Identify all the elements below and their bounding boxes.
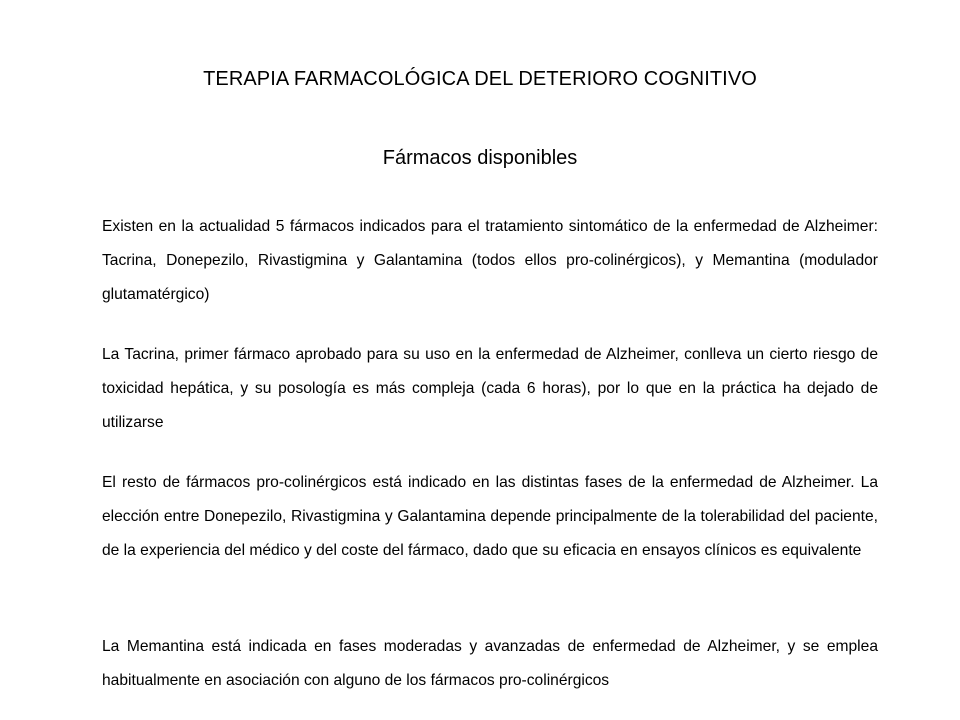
- section-subtitle: Fármacos disponibles: [382, 147, 578, 169]
- paragraph-tacrina: La Tacrina, primer fármaco aprobado para su uso en la enfermedad de Alzheimer, conlleva un cierto riesgo de toxicidad hepática, y su posología es más compleja (cada 6 horas), por lo que en la práctica ha dejado de utilizarse: [102, 346, 878, 431]
- page-title: TERAPIA FARMACOLÓGICA DEL DETERIORO COGNITIVO: [203, 68, 757, 90]
- paragraph-available-drugs: Existen en la actualidad 5 fármacos indicados para el tratamiento sintomático de la enfermedad de Alzheimer: Tacrina, Donepezilo, Rivastigmina y Galantamina (todos ellos pro-colinérgicos), y Memantina (modulador glutamatérgico): [102, 218, 878, 303]
- paragraph-memantina: La Memantina está indicada en fases moderadas y avanzadas de enfermedad de Alzheimer, y se emplea habitualmente en asociación con alguno de los fármacos pro-colinérgicos: [102, 638, 878, 689]
- paragraph-procholinergic-choice: El resto de fármacos pro-colinérgicos está indicado en las distintas fases de la enfermedad de Alzheimer. La elección entre Donepezilo, Rivastigmina y Galantamina depende principalmente de la tolerabilidad del paciente, de la experiencia del médico y del coste del fármaco, dado que su eficacia en ensayos clínicos es equivalente: [102, 474, 878, 559]
